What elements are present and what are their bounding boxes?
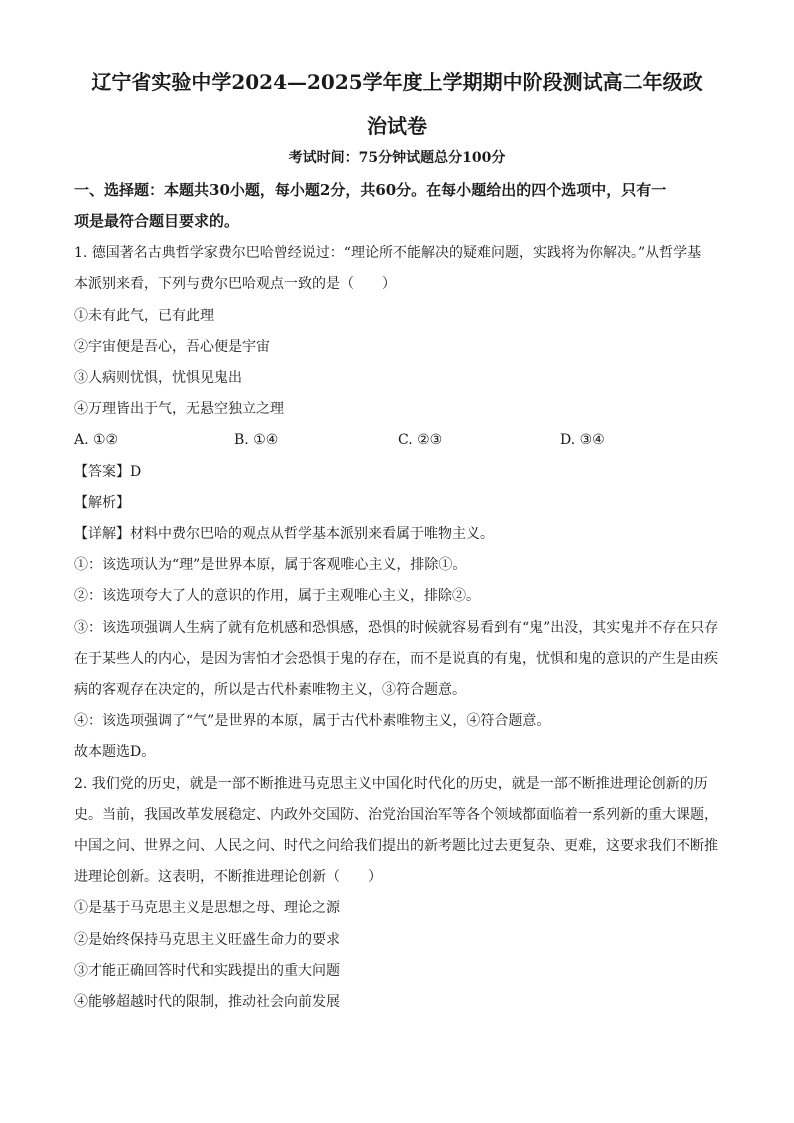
q1-detail-6: 病的客观存在决定的，所以是古代朴素唯物主义，③符合题意。 xyxy=(74,682,466,698)
q1-option-b: B. ①④ xyxy=(234,432,279,448)
q1-detail-3: ②：该选项夸大了人的意识的作用，属于主观唯心主义，排除②。 xyxy=(74,588,480,604)
q1-analysis-tag: 【解析】 xyxy=(74,495,130,511)
answer-value: D xyxy=(130,464,142,480)
q1-detail-2: ①：该选项认为“理”是世界本原，属于客观唯心主义，排除①。 xyxy=(74,557,467,573)
q1-stem-line2: 本派别来看，下列与费尔巴哈观点一致的是（ ） xyxy=(74,276,396,292)
q1-detail-7: ④：该选项强调了“气”是世界的本原，属于古代朴素唯物主义，④符合题意。 xyxy=(74,713,551,729)
q1-detail-5: 在于某些人的内心，是因为害怕才会恐惧于鬼的存在，而不是说真的有鬼，忧惧和鬼的意识的产生是由疾 xyxy=(74,651,718,667)
section-heading-line1: 一、选择题：本题共30小题，每小题2分，共60分。在每小题给出的四个选项中，只有一 xyxy=(74,181,667,199)
q1-detail-1: 【详解】材料中费尔巴哈的观点从哲学基本派别来看属于唯物主义。 xyxy=(74,526,494,542)
q1-stem-line1: 1. 德国著名古典哲学家费尔巴哈曾经说过：“理论所不能解决的疑难问题，实践将为你解决。”从哲学基 xyxy=(74,245,702,261)
exam-info: 考试时间：75分钟试题总分100分 xyxy=(288,150,506,166)
q1-option-a: A. ①② xyxy=(74,432,119,448)
q1-detail-4: ③：该选项强调人生病了就有危机感和恐惧感，恐惧的时候就容易看到有“鬼”出没，其实鬼并不存在只存 xyxy=(74,620,719,636)
q1-item-3: ③人病则忧惧，忧惧见鬼出 xyxy=(74,370,242,386)
exam-title-line1: 辽宁省实验中学2024—2025学年度上学期期中阶段测试高二年级政 xyxy=(91,70,703,94)
q2-stem-line1: 2. 我们党的历史，就是一部不断推进马克思主义中国化时代化的历史，就是一部不断推进理论创新的历 xyxy=(74,776,708,792)
answer-tag: 【答案】 xyxy=(74,464,130,480)
q2-item-1: ①是基于马克思主义是思想之母、理论之源 xyxy=(74,900,340,916)
q1-option-d: D. ③④ xyxy=(560,432,605,448)
q1-item-4: ④万理皆出于气，无悬空独立之理 xyxy=(74,401,284,417)
q1-option-c: C. ②③ xyxy=(398,432,443,448)
exam-title-line2: 治试卷 xyxy=(367,114,427,138)
q2-item-4: ④能够超越时代的限制，推动社会向前发展 xyxy=(74,994,340,1010)
q2-stem-line4: 进理论创新。这表明，不断推进理论创新（ ） xyxy=(74,869,382,885)
q2-item-2: ②是始终保持马克思主义旺盛生命力的要求 xyxy=(74,932,340,948)
q1-conclusion: 故本题选D。 xyxy=(74,744,156,760)
q1-answer xyxy=(74,461,734,483)
q2-stem-line3: 中国之问、世界之问、人民之问、时代之问给我们提出的新考题比过去更复杂、更难，这要求我们不断推 xyxy=(74,838,718,854)
q1-item-2: ②宇宙便是吾心，吾心便是宇宙 xyxy=(74,339,270,355)
q1-item-1: ①未有此气，已有此理 xyxy=(74,308,214,324)
section-heading-line2: 项是最符合题目要求的。 xyxy=(74,212,240,230)
q2-stem-line2: 史。当前，我国改革发展稳定、内政外交国防、治党治国治军等各个领域都面临着一系列新的重大课题， xyxy=(74,807,718,823)
q1-options xyxy=(74,429,734,451)
q2-item-3: ③才能正确回答时代和实践提出的重大问题 xyxy=(74,963,340,979)
